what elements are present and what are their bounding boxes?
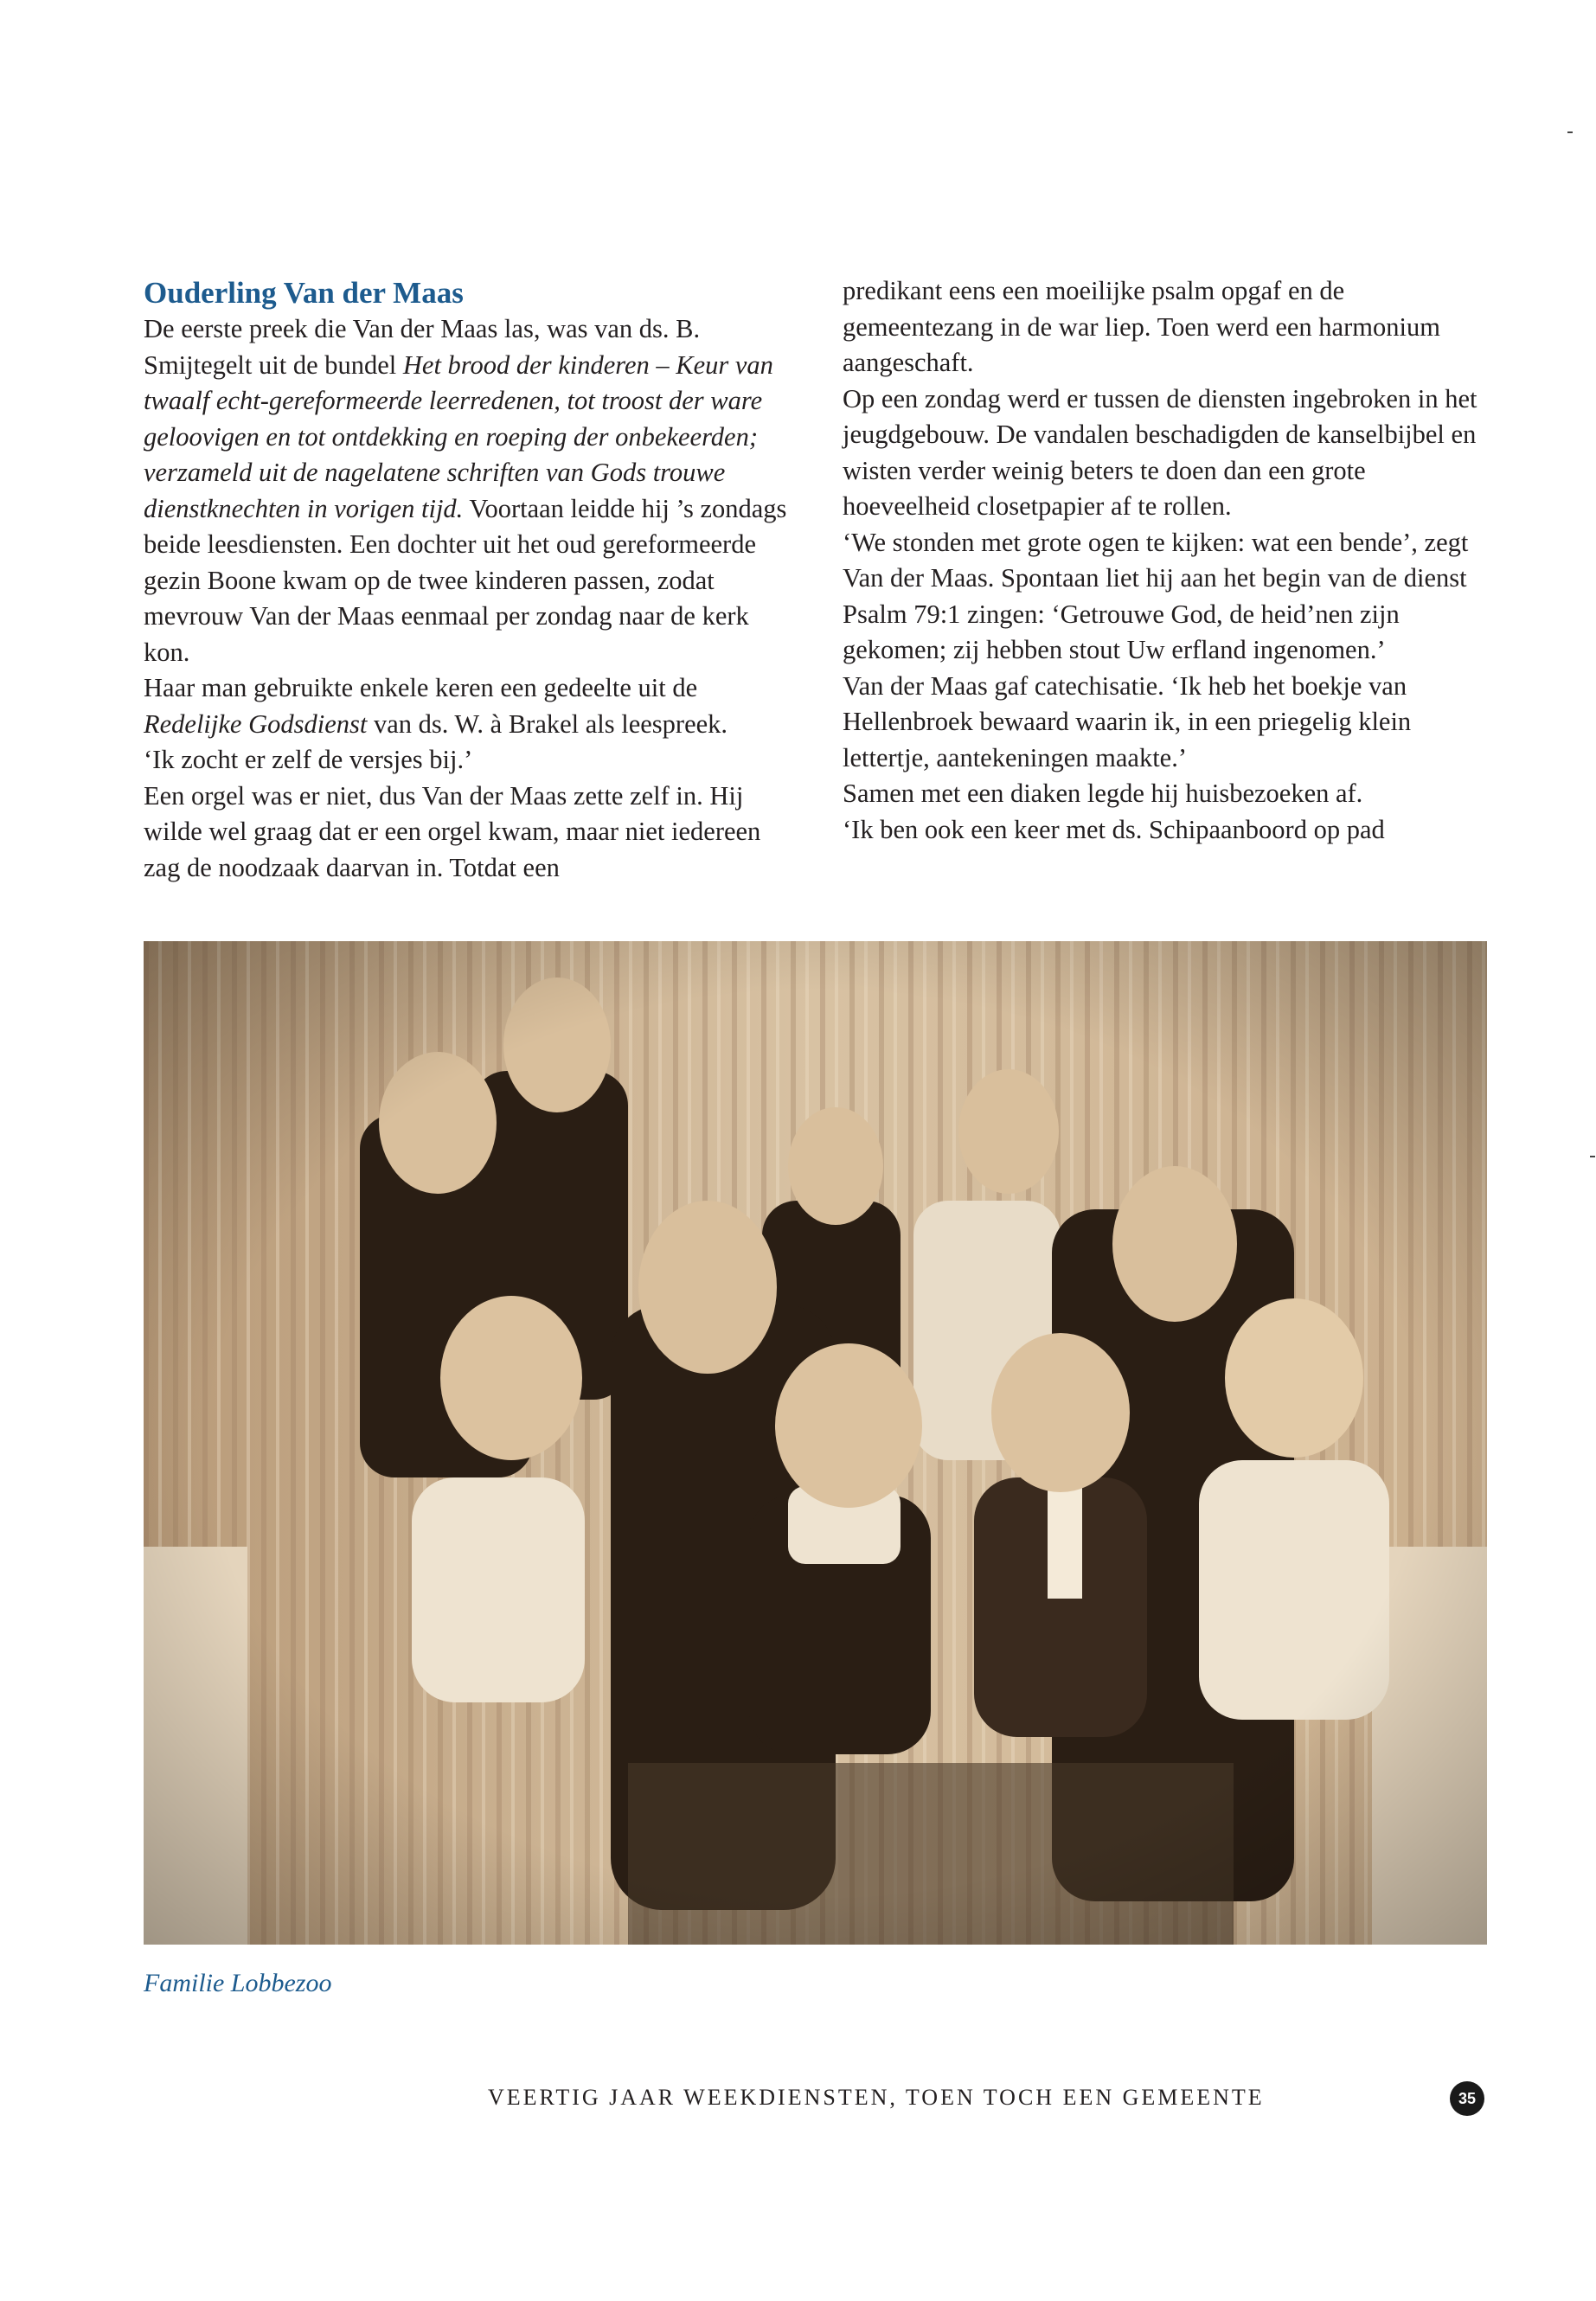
photo-caption: Familie Lobbezoo bbox=[144, 1969, 332, 1997]
page-number: 35 bbox=[1450, 2081, 1484, 2116]
paragraph: Samen met een diaken legde hij huisbezoeken af. bbox=[843, 779, 1363, 808]
paragraph: Van der Maas gaf catechisatie. ‘Ik heb het boekje van Hellenbroek bewaard waarin ik, in een priegelig klein lettertje, aantekeningen maakte.’ bbox=[843, 670, 1412, 772]
text-run: Voortaan leidde hij ’s zondags beide leesdiensten. Een dochter uit het oud gereformeerde gezin Boone kwam op de twee kinderen passen, zodat mevrouw Van der Maas eenmaal per zondag naar de kerk kon. bbox=[144, 493, 787, 667]
text-run: van ds. W. à Brakel als leespreek. bbox=[367, 708, 728, 739]
text-run: Haar man gebruikte enkele keren een gedeelte uit de bbox=[144, 673, 698, 702]
paragraph: Op een zondag werd er tussen de diensten ingebroken in het jeugdgebouw. De vandalen beschadigden de kanselbijbel en wisten verder weinig beters te doen dan een grote hoeveelheid closetpapier af te rollen. bbox=[843, 383, 1477, 521]
crop-mark bbox=[1567, 131, 1573, 133]
right-column bbox=[843, 273, 1487, 886]
running-title: VEERTIG JAAR WEEKDIENSTEN, TOEN TOCH EEN GEMEENTE bbox=[488, 2085, 1265, 2110]
paragraph: ‘We stonden met grote ogen te kijken: wat een bende’, zegt Van der Maas. Spontaan liet hij aan het begin van de dienst Psalm 79:1 zingen: ‘Getrouwe God, de heid’nen zijn gekomen; zij hebben stout Uw erfland ingenomen.’ bbox=[843, 527, 1469, 664]
book-title: Het brood der kinderen – Keur van twaalf echt-gereformeerde leerredenen, tot troost der ware geloovigen en tot ontdekking en roeping der onbekeerden; verzameld uit de nagelatene schriften van Gods trouwe dienstknechten in vorigen tijd. bbox=[144, 349, 773, 523]
paragraph: ‘Ik zocht er zelf de versjes bij.’ bbox=[144, 745, 473, 774]
family-photo bbox=[144, 941, 1487, 1945]
family-photo-illustration bbox=[144, 941, 1487, 1945]
text-run: De eerste preek die Van der Maas las, was van ds. B. Smijtegelt uit de bundel bbox=[144, 314, 701, 380]
left-column bbox=[144, 273, 788, 886]
paragraph bbox=[144, 670, 788, 742]
paragraph: ‘Ik ben ook een keer met ds. Schipaanboord op pad bbox=[843, 814, 1385, 844]
book-title: Redelijke Godsdienst bbox=[144, 708, 368, 739]
article-columns bbox=[144, 273, 1487, 886]
paragraph bbox=[144, 311, 788, 670]
crop-mark bbox=[1590, 1156, 1595, 1157]
paragraph: Een orgel was er niet, dus Van der Maas zette zelf in. Hij wilde wel graag dat er een orgel kwam, maar niet iedereen zag de noodzaak daarvan in. Totdat een bbox=[144, 780, 761, 882]
section-heading: Ouderling Van der Maas bbox=[144, 276, 464, 310]
paragraph: predikant eens een moeilijke psalm opgaf en de gemeentezang in de war liep. Toen werd een harmonium aangeschaft. bbox=[843, 276, 1440, 377]
